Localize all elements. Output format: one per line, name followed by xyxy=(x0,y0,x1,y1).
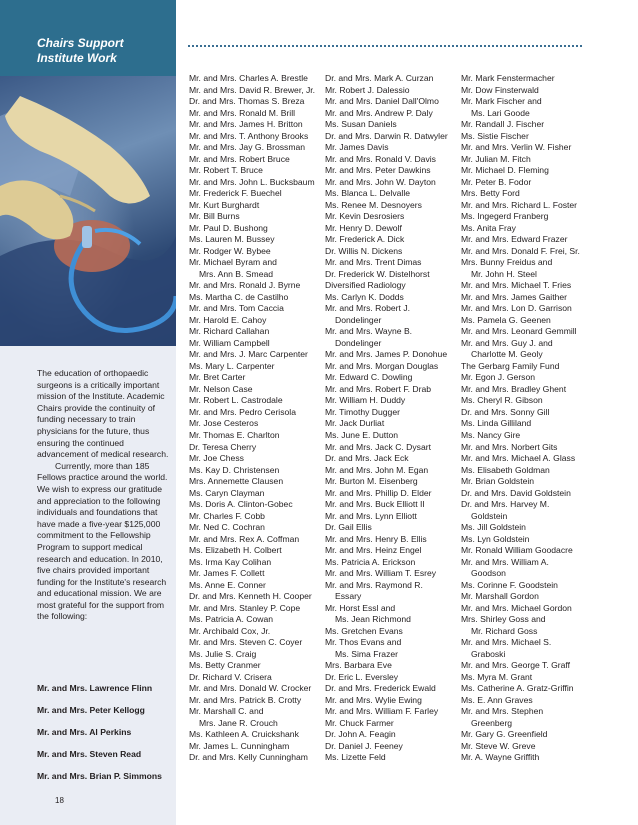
donor-name: Ms. Lyn Goldstein xyxy=(461,533,530,544)
donor-name: Ms. E. Ann Graves xyxy=(461,694,533,705)
donor-name: Mr. Joe Chess xyxy=(189,453,244,464)
donor-name: Mr. Richard Goss xyxy=(471,625,538,636)
donor-name: Mr. Thomas E. Charlton xyxy=(189,429,280,440)
donor-name: Mr. and Mrs. Edward Frazer xyxy=(461,234,568,245)
donor-name: Mr. and Mrs. Verlin W. Fisher xyxy=(461,142,572,153)
donor-name: Ms. Lizette Feld xyxy=(325,752,386,763)
donor-name: Dondelinger xyxy=(335,337,382,348)
donor-name: Mrs. Annemette Clausen xyxy=(189,476,284,487)
donor-name: Dr. and Mrs. Thomas S. Breza xyxy=(189,96,305,107)
surgery-photo xyxy=(0,76,176,346)
donor-name: Mr. and Mrs. David R. Brewer, Jr. xyxy=(189,84,316,95)
donor-name: Mr. and Mrs. Henry B. Ellis xyxy=(325,533,427,544)
donor-name: Mr. Robert L. Castrodale xyxy=(189,395,283,406)
donor-name: Mr. and Mrs. James P. Donohue xyxy=(325,349,448,360)
donor-name: Mr. and Mrs. Stephen xyxy=(461,706,544,717)
donor-name: Mr. and Mrs. Richard L. Foster xyxy=(461,199,578,210)
intro-paragraph-2: Currently, more than 185 Fellows practice around the world. We wish to express our gratitude and appreciation to the following individuals and foundations that have made a five-year $125,000 commitment to the Fellowship Program to support medical research and education. In 2010, five chairs provided important funding for the Institute's research and educational mission. We are most grateful for the support from the following: xyxy=(37,460,168,622)
section-title-line-2: Institute Work xyxy=(37,51,117,65)
donor-name: Mr. Horst Essl and xyxy=(325,602,396,613)
donor-name: Dondelinger xyxy=(335,314,382,325)
donor-name: Mr. and Mrs. T. Anthony Brooks xyxy=(189,130,309,141)
donor-name: Mr. Thos Evans and xyxy=(325,637,402,648)
donor-name: Ms. Myra M. Grant xyxy=(461,671,533,682)
donor-name: Ms. Anne E. Conner xyxy=(189,579,266,590)
donor-name: Dr. and Mrs. Darwin R. Datwyler xyxy=(325,130,448,141)
donor-name: Mr. and Mrs. George T. Graff xyxy=(461,660,571,671)
donor-name: Ms. Lauren M. Bussey xyxy=(189,234,275,245)
donor-name: Mr. Richard Callahan xyxy=(189,326,270,337)
donor-name: Mr. Frederick A. Dick xyxy=(325,234,405,245)
donor-name: Ms. Elizabeth H. Colbert xyxy=(189,545,282,556)
donor-name: Mr. Chuck Farmer xyxy=(325,717,394,728)
donor-name: Mr. Randall J. Fischer xyxy=(461,119,545,130)
donor-name: Dr. John A. Feagin xyxy=(325,729,396,740)
chair-donor: Mr. and Mrs. Steven Read xyxy=(37,749,142,759)
donor-name: Mr. and Mrs. John M. Egan xyxy=(325,464,429,475)
donor-name: Ms. Gretchen Evans xyxy=(325,625,403,636)
donor-name: Mr. Peter B. Fodor xyxy=(461,176,532,187)
donor-name: Mr. Charles F. Cobb xyxy=(189,510,265,521)
donor-name: Dr. Daniel J. Feeney xyxy=(325,740,403,751)
donor-name: Diversified Radiology xyxy=(325,280,406,291)
donor-name: Ms. Kay D. Christensen xyxy=(189,464,280,475)
page-number: 18 xyxy=(55,796,64,805)
chair-donor: Mr. and Mrs. Al Perkins xyxy=(37,727,132,737)
donor-name: Ms. Patricia A. Cowan xyxy=(189,614,274,625)
donor-name: Mr. and Mrs. Rex A. Coffman xyxy=(189,533,300,544)
donor-name: Ms. Martha C. de Castilho xyxy=(189,291,289,302)
donor-name: Mr. and Mrs. Tom Caccia xyxy=(189,303,284,314)
donor-name: Mr. John H. Steel xyxy=(471,268,537,279)
donor-name: Mr. Edward C. Dowling xyxy=(325,372,413,383)
donor-name: Mr. and Mrs. Buck Elliott II xyxy=(325,499,425,510)
donor-name: Ms. Cheryl R. Gibson xyxy=(461,395,543,406)
donor-name: Mr. and Mrs. Pedro Cerisola xyxy=(189,406,296,417)
chair-donor-list xyxy=(37,683,172,793)
dotted-rule xyxy=(188,45,582,47)
donor-name: Mr. and Mrs. Ronald V. Davis xyxy=(325,153,436,164)
donor-name: Mr. and Mrs. William F. Farley xyxy=(325,706,439,717)
donor-name: Mr. Robert J. Dalessio xyxy=(325,84,410,95)
donor-name: Mrs. Bunny Freidus and xyxy=(461,257,553,268)
donor-name: Mr. Nelson Case xyxy=(189,383,253,394)
donor-name: Mr. and Mrs. Guy J. and xyxy=(461,337,553,348)
donor-name: Mr. Mark Fischer and xyxy=(461,96,542,107)
donor-name: Ms. Jean Richmond xyxy=(335,614,411,625)
donor-name: Mr. and Mrs. Jack C. Dysart xyxy=(325,441,432,452)
donor-name: Goldstein xyxy=(471,510,508,521)
donor-name: Mr. James F. Collett xyxy=(189,568,265,579)
donor-name: Mr. and Mrs. Raymond R. xyxy=(325,579,423,590)
chair-donor: Mr. and Mrs. Brian P. Simmons xyxy=(37,771,162,781)
donor-name: Ms. Nancy Gire xyxy=(461,429,521,440)
donor-name: Dr. Teresa Cherry xyxy=(189,441,257,452)
donor-name: Ms. Jill Goldstein xyxy=(461,522,526,533)
donor-name: Mr. and Mrs. Andrew P. Daly xyxy=(325,107,433,118)
donor-name: Mr. and Mrs. Michael S. xyxy=(461,637,552,648)
donor-name: Mr. and Mrs. Ronald M. Brill xyxy=(189,107,296,118)
donor-name: Ms. Caryn Clayman xyxy=(189,487,265,498)
donor-name: The Gerbarg Family Fund xyxy=(461,360,560,371)
donor-name: Mr. James Davis xyxy=(325,142,389,153)
surgery-photo-illustration xyxy=(0,76,176,346)
section-title xyxy=(37,36,172,66)
donor-name: Ms. Susan Daniels xyxy=(325,119,397,130)
donor-name: Ms. Mary L. Carpenter xyxy=(189,360,275,371)
donor-name: Mr. Brian Goldstein xyxy=(461,476,535,487)
donor-name: Ms. Sistie Fischer xyxy=(461,130,529,141)
donor-name: Mr. Harold E. Cahoy xyxy=(189,314,267,325)
donor-name: Mr. and Mrs. Jay G. Brossman xyxy=(189,142,306,153)
donor-name: Ms. Sima Frazer xyxy=(335,648,399,659)
donor-name: Mr. Bret Carter xyxy=(189,372,246,383)
title-box xyxy=(0,0,176,76)
donor-name: Mr. Timothy Dugger xyxy=(325,406,400,417)
donor-name: Mr. and Mrs. Michael A. Glass xyxy=(461,453,576,464)
donor-name: Mr. and Mrs. Lon D. Garrison xyxy=(461,303,572,314)
name-column-1 xyxy=(189,73,321,764)
donor-name: Dr. Richard V. Crisera xyxy=(189,671,272,682)
left-sidebar xyxy=(0,0,176,825)
donor-name: Mr. Kevin Desrosiers xyxy=(325,211,405,222)
name-column-3 xyxy=(461,73,593,764)
donor-name: Mr. Paul D. Bushong xyxy=(189,222,268,233)
donor-name: Ms. Carlyn K. Dodds xyxy=(325,291,404,302)
donor-name: Ms. Patricia A. Erickson xyxy=(325,556,416,567)
donor-name: Mr. Kurt Burghardt xyxy=(189,199,260,210)
donor-name: Mr. Michael Byram and xyxy=(189,257,277,268)
donor-name: Mrs. Barbara Eve xyxy=(325,660,392,671)
donor-name: Dr. Gail Ellis xyxy=(325,522,372,533)
donor-name: Ms. Lari Goode xyxy=(471,107,530,118)
donor-name: Charlotte M. Geoly xyxy=(471,349,543,360)
donor-name: Dr. and Mrs. Kenneth H. Cooper xyxy=(189,591,312,602)
donor-name: Mr. and Mrs. Robert J. xyxy=(325,303,411,314)
donor-name: Mr. and Mrs. Michael Gordon xyxy=(461,602,572,613)
donor-name: Ms. Blanca L. Delvalle xyxy=(325,188,411,199)
chair-donor: Mr. and Mrs. Lawrence Flinn xyxy=(37,683,153,693)
donor-name: Mr. Egon J. Gerson xyxy=(461,372,536,383)
donor-name: Mr. William Campbell xyxy=(189,337,270,348)
donor-name: Mr. Burton M. Eisenberg xyxy=(325,476,418,487)
donor-name: Mr. and Mrs. Norbert Gits xyxy=(461,441,558,452)
donor-name: Mr. Archibald Cox, Jr. xyxy=(189,625,271,636)
donor-name: Mr. and Mrs. Patrick B. Crotty xyxy=(189,694,302,705)
donor-name: Mr. and Mrs. James H. Britton xyxy=(189,119,303,130)
donor-name: Mr. Dow Finsterwald xyxy=(461,84,539,95)
donor-name: Mr. and Mrs. Ronald J. Byrne xyxy=(189,280,301,291)
donor-name: Mr. Ned C. Cochran xyxy=(189,522,265,533)
donor-name: Graboski xyxy=(471,648,506,659)
donor-name: Dr. and Mrs. Sonny Gill xyxy=(461,406,550,417)
donor-name: Dr. and Mrs. Kelly Cunningham xyxy=(189,752,308,763)
intro-paragraph-1: The education of orthopaedic surgeons is a critically important mission of the Institute. Academic Chairs provide the continuity of funding necessary to train physicians for the future, thus ensuring the continued advancement of medical research. xyxy=(37,368,169,460)
donor-name: Dr. and Mrs. Harvey M. xyxy=(461,499,550,510)
donor-name: Mr. and Mrs. Charles A. Brestle xyxy=(189,73,308,83)
donor-name: Mr. and Mrs. Wylie Ewing xyxy=(325,694,422,705)
donor-name: Ms. Julie S. Craig xyxy=(189,648,257,659)
donor-name: Mr. A. Wayne Griffith xyxy=(461,752,540,763)
donor-name: Mrs. Ann B. Smead xyxy=(199,268,274,279)
donor-name: Ms. Corinne F. Goodstein xyxy=(461,579,558,590)
donor-name: Mrs. Jane R. Crouch xyxy=(199,717,278,728)
donor-name: Mr. Gary G. Greenfield xyxy=(461,729,548,740)
donor-name: Ms. Irma Kay Colihan xyxy=(189,556,272,567)
donor-name: Mr. and Mrs. William A. xyxy=(461,556,549,567)
donor-name: Mr. and Mrs. Peter Dawkins xyxy=(325,165,431,176)
donor-name: Mr. Mark Fenstermacher xyxy=(461,73,555,83)
section-title-line-1: Chairs Support xyxy=(37,36,124,50)
donor-name: Ms. Pamela G. Geenen xyxy=(461,314,551,325)
donor-name: Mr. and Mrs. Donald W. Crocker xyxy=(189,683,312,694)
chair-donor: Mr. and Mrs. Peter Kellogg xyxy=(37,705,145,715)
donor-name: Mr. and Mrs. Morgan Douglas xyxy=(325,360,439,371)
donor-name: Ms. Anita Fray xyxy=(461,222,516,233)
donor-name: Mr. William H. Duddy xyxy=(325,395,406,406)
donor-name: Mr. and Mrs. Phillip D. Elder xyxy=(325,487,432,498)
donor-name: Dr. and Mrs. Frederick Ewald xyxy=(325,683,436,694)
donor-name: Mr. and Mrs. Wayne B. xyxy=(325,326,413,337)
donor-name: Mr. and Mrs. John L. Bucksbaum xyxy=(189,176,315,187)
donor-name: Mr. and Mrs. Leonard Gemmill xyxy=(461,326,577,337)
donor-name: Dr. and Mrs. David Goldstein xyxy=(461,487,571,498)
donor-name: Mr. and Mrs. Donald F. Frei, Sr. xyxy=(461,245,580,256)
donor-name: Mr. and Mrs. Heinz Engel xyxy=(325,545,422,556)
donor-name: Dr. Frederick W. Distelhorst xyxy=(325,268,430,279)
donor-name: Goodson xyxy=(471,568,506,579)
donor-name: Ms. Catherine A. Gratz-Griffin xyxy=(461,683,574,694)
donor-name: Mr. Frederick F. Buechel xyxy=(189,188,282,199)
donor-name: Mr. Rodger W. Bybee xyxy=(189,245,271,256)
donor-name: Mr. Marshall C. and xyxy=(189,706,264,717)
donor-name: Ms. Kathleen A. Cruickshank xyxy=(189,729,299,740)
donor-name: Mr. and Mrs. Trent Dimas xyxy=(325,257,422,268)
donor-name: Essary xyxy=(335,591,362,602)
donor-name: Mr. Robert T. Bruce xyxy=(189,165,263,176)
donor-name: Mr. Ronald William Goodacre xyxy=(461,545,573,556)
donor-name: Mr. and Mrs. James Gaither xyxy=(461,291,568,302)
donor-name: Mr. and Mrs. Lynn Elliott xyxy=(325,510,417,521)
donor-name: Ms. Elisabeth Goldman xyxy=(461,464,550,475)
donor-name: Mr. and Mrs. John W. Dayton xyxy=(325,176,436,187)
donor-name: Mr. and Mrs. J. Marc Carpenter xyxy=(189,349,308,360)
donor-name: Mr. and Mrs. Stanley P. Cope xyxy=(189,602,301,613)
donor-name: Mr. Steve W. Greve xyxy=(461,740,536,751)
donor-name: Mr. Jose Cesteros xyxy=(189,418,259,429)
donor-name: Greenberg xyxy=(471,717,513,728)
donor-name: Ms. June E. Dutton xyxy=(325,429,399,440)
donor-name: Mr. Michael D. Fleming xyxy=(461,165,549,176)
donor-name: Mrs. Shirley Goss and xyxy=(461,614,546,625)
donor-name: Mr. James L. Cunningham xyxy=(189,740,290,751)
donor-name: Mr. and Mrs. Bradley Ghent xyxy=(461,383,567,394)
donor-name: Ms. Betty Cranmer xyxy=(189,660,261,671)
donor-name: Dr. and Mrs. Jack Eck xyxy=(325,453,409,464)
donor-name: Ms. Ingegerd Franberg xyxy=(461,211,549,222)
donor-name: Mr. and Mrs. Steven C. Coyer xyxy=(189,637,303,648)
donor-name: Mr. and Mrs. Robert F. Drab xyxy=(325,383,432,394)
name-column-2 xyxy=(325,73,457,764)
donor-name: Ms. Renee M. Desnoyers xyxy=(325,199,422,210)
donor-name: Dr. and Mrs. Mark A. Curzan xyxy=(325,73,434,83)
donor-name: Mr. and Mrs. Daniel Dall'Olmo xyxy=(325,96,439,107)
donor-name: Mr. Jack Durliat xyxy=(325,418,385,429)
intro-text xyxy=(37,368,169,623)
donor-name: Ms. Linda Gilliland xyxy=(461,418,532,429)
donor-name: Mr. and Mrs. Robert Bruce xyxy=(189,153,290,164)
donor-name: Mr. Bill Burns xyxy=(189,211,240,222)
donor-name: Dr. Eric L. Eversley xyxy=(325,671,399,682)
donor-name: Mr. and Mrs. William T. Esrey xyxy=(325,568,437,579)
donor-name: Dr. Willis N. Dickens xyxy=(325,245,403,256)
donor-name: Mr. and Mrs. Michael T. Fries xyxy=(461,280,572,291)
donor-name: Mr. Julian M. Fitch xyxy=(461,153,531,164)
donor-name: Ms. Doris A. Clinton-Gobec xyxy=(189,499,293,510)
donor-name: Mr. Marshall Gordon xyxy=(461,591,539,602)
donor-name: Mr. Henry D. Dewolf xyxy=(325,222,402,233)
donor-name: Mrs. Betty Ford xyxy=(461,188,520,199)
